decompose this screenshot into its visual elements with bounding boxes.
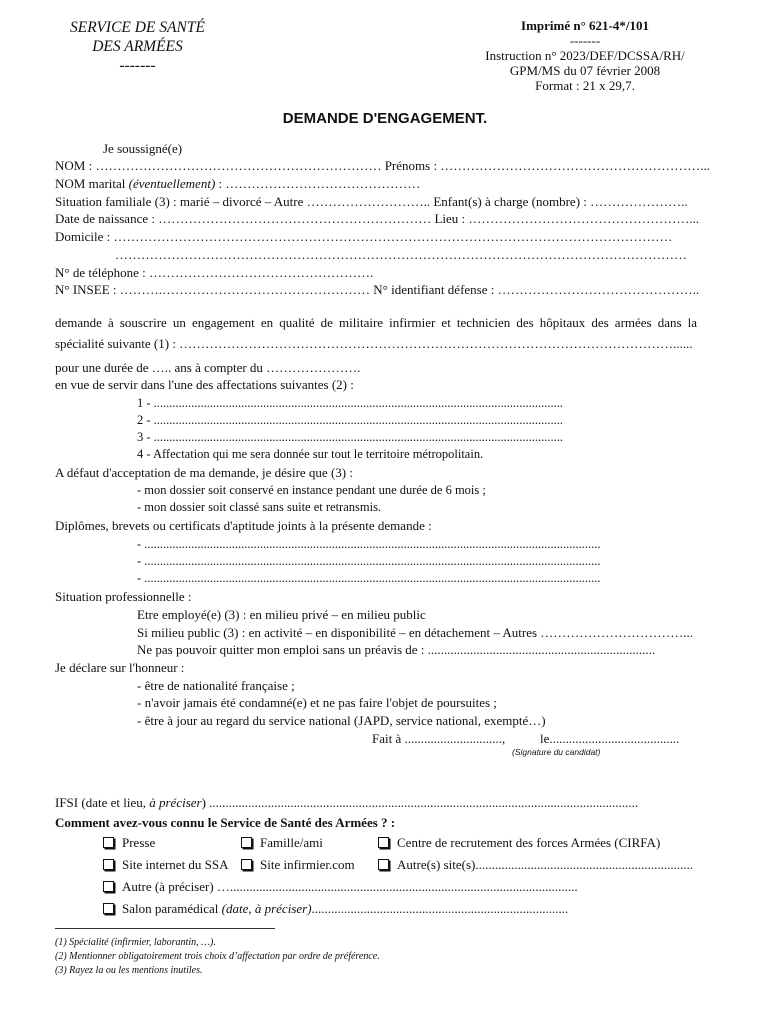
honneur-3: - être à jour au regard du service national (JAPD, service national, exempté…) bbox=[137, 713, 546, 728]
insee-field[interactable]: N° INSEE : ……….………………………………………… N° identifiant défense : ……………………………………….. bbox=[55, 282, 700, 297]
nom-marital-label: NOM marital bbox=[55, 176, 129, 191]
page-title: DEMANDE D'ENGAGEMENT. bbox=[282, 110, 488, 127]
nom-marital-field[interactable] bbox=[55, 176, 420, 192]
specialite-field[interactable]: spécialité suivante (1) : ……………………………………………………………………………………………………...... bbox=[55, 336, 693, 351]
request-text: demande à souscrire un engagement en qualité de militaire infirmier et technicien des hôpitaux des armées dans la bbox=[55, 315, 697, 330]
fait-a-field[interactable]: Fait à .............................., bbox=[372, 731, 506, 746]
option-autres-sites[interactable] bbox=[378, 857, 693, 873]
affectation-1[interactable]: 1 - ................................................................................................................................... bbox=[137, 396, 564, 410]
affectation-2[interactable]: 2 - ................................................................................................................................... bbox=[137, 413, 564, 427]
pro-employe[interactable]: Etre employé(e) (3) : en milieu privé – en milieu public bbox=[137, 607, 426, 622]
service-header bbox=[55, 18, 220, 75]
naissance-field[interactable]: Date de naissance : ……………………………………………………… Lieu : ……………………………………………... bbox=[55, 211, 700, 226]
option-famille[interactable] bbox=[241, 835, 323, 851]
presse-label: Presse bbox=[122, 835, 156, 850]
nom-marital-hint: (éventuellement) bbox=[128, 176, 216, 191]
service-name-line1: SERVICE DE SANTÉ bbox=[70, 19, 205, 36]
nom-field[interactable]: NOM : ………………………………………………………… Prénoms : ……………………………………………………... bbox=[55, 158, 711, 173]
ifsi-hint: à préciser bbox=[149, 795, 202, 810]
domicile-field[interactable]: Domicile : ………………………………………………………………………………………………………………… bbox=[55, 229, 673, 244]
famille-label: Famille/ami bbox=[260, 835, 323, 850]
presse-checkbox[interactable] bbox=[103, 837, 114, 848]
option-salon[interactable] bbox=[103, 901, 568, 917]
option-autre[interactable] bbox=[103, 879, 578, 895]
famille-checkbox[interactable] bbox=[241, 837, 252, 848]
duree-field[interactable]: pour une durée de ….. ans à compter du …………………. bbox=[55, 360, 361, 375]
footnote-3: (3) Rayez la ou les mentions inutiles. bbox=[55, 965, 203, 976]
header-separator: ------- bbox=[119, 57, 156, 74]
instruction-ref: Instruction n° 2023/DEF/DCSSA/RH/ bbox=[485, 48, 685, 63]
nom-marital-dots: : ……………………………………… bbox=[215, 176, 421, 191]
infirmier-label: Site infirmier.com bbox=[260, 857, 355, 872]
autre-checkbox[interactable] bbox=[103, 881, 114, 892]
diplome-1[interactable]: - .................................................................................................................................................. bbox=[137, 537, 601, 551]
connu-question: Comment avez-vous connu le Service de Santé des Armées ? : bbox=[55, 815, 396, 830]
domicile-field-line2[interactable]: …………………………………………………………………………………………………………………… bbox=[115, 247, 687, 262]
salon-dots: ............................................................................... bbox=[311, 901, 569, 916]
option-site-ssa[interactable] bbox=[103, 857, 229, 873]
diplomes-intro: Diplômes, brevets ou certificats d'aptitude joints à la présente demande : bbox=[55, 518, 432, 533]
affectation-4: 4 - Affectation qui me sera donnée sur tout le territoire métropolitain. bbox=[137, 447, 484, 461]
pro-preavis[interactable]: Ne pas pouvoir quitter mon emploi sans un préavis de : ...................................................................... bbox=[137, 642, 656, 657]
ifsi-field[interactable] bbox=[55, 795, 638, 811]
date-field[interactable]: le........................................ bbox=[540, 731, 680, 746]
affectations-intro: en vue de servir dans l'une des affectations suivantes (2) : bbox=[55, 377, 354, 392]
honneur-1: - être de nationalité française ; bbox=[137, 678, 295, 693]
defaut-intro: A défaut d'acceptation de ma demande, je désire que (3) : bbox=[55, 465, 353, 480]
footnote-divider bbox=[55, 928, 275, 929]
autre-label: Autre (à préciser) …........................................................................................................... bbox=[122, 879, 578, 894]
signature-label: (Signature du candidat) bbox=[512, 747, 601, 757]
option-cirfa[interactable] bbox=[378, 835, 660, 851]
honneur-intro: Je déclare sur l'honneur : bbox=[55, 660, 185, 675]
ssa-label: Site internet du SSA bbox=[122, 857, 229, 872]
diplome-3[interactable]: - .................................................................................................................................................. bbox=[137, 571, 601, 585]
defaut-option-2[interactable]: - mon dossier soit classé sans suite et retransmis. bbox=[137, 500, 382, 514]
defaut-option-1[interactable]: - mon dossier soit conservé en instance pendant une durée de 6 mois ; bbox=[137, 483, 486, 497]
instruction-date: GPM/MS du 07 février 2008 bbox=[509, 63, 661, 78]
intro-text: Je soussigné(e) bbox=[103, 141, 183, 156]
ifsi-label: IFSI (date et lieu, bbox=[55, 795, 150, 810]
pro-intro: Situation professionnelle : bbox=[55, 589, 192, 604]
footnote-1: (1) Spécialité (infirmier, laborantin, …). bbox=[55, 937, 216, 948]
cirfa-label: Centre de recrutement des forces Armées (CIRFA) bbox=[397, 835, 661, 850]
telephone-field[interactable]: N° de téléphone : ……………………………………………. bbox=[55, 265, 374, 280]
salon-label: Salon paramédical bbox=[122, 901, 222, 916]
salon-checkbox[interactable] bbox=[103, 903, 114, 914]
form-number: Imprimé n° 621-4*/101 bbox=[521, 18, 649, 33]
cirfa-checkbox[interactable] bbox=[378, 837, 389, 848]
honneur-2: - n'avoir jamais été condamné(e) et ne pas faire l'objet de poursuites ; bbox=[137, 695, 497, 710]
infirmier-checkbox[interactable] bbox=[241, 859, 252, 870]
option-presse[interactable] bbox=[103, 835, 155, 851]
affectation-3[interactable]: 3 - ................................................................................................................................... bbox=[137, 430, 564, 444]
salon-hint: (date, à préciser) bbox=[221, 901, 312, 916]
footnote-2: (2) Mentionner obligatoirement trois choix d’affectation par ordre de préférence. bbox=[55, 951, 380, 962]
diplome-2[interactable]: - .................................................................................................................................................. bbox=[137, 554, 601, 568]
ssa-checkbox[interactable] bbox=[103, 859, 114, 870]
form-separator: ------- bbox=[569, 33, 601, 48]
autres-sites-checkbox[interactable] bbox=[378, 859, 389, 870]
service-name-line2: DES ARMÉES bbox=[92, 38, 183, 55]
autres-sites-label: Autre(s) site(s)................................................................... bbox=[397, 857, 694, 872]
ifsi-dots: ) .................................................................................................................................... bbox=[201, 795, 639, 810]
option-site-infirmier[interactable] bbox=[241, 857, 355, 873]
form-format: Format : 21 x 29,7. bbox=[535, 78, 635, 93]
pro-milieu-public[interactable]: Si milieu public (3) : en activité – en disponibilité – en détachement – Autres ……………………………... bbox=[137, 625, 694, 640]
form-reference bbox=[470, 18, 700, 93]
situation-field[interactable]: Situation familiale (3) : marié – divorcé – Autre ……………………….. Enfant(s) à charge (nombre) : ………………….. bbox=[55, 194, 688, 209]
